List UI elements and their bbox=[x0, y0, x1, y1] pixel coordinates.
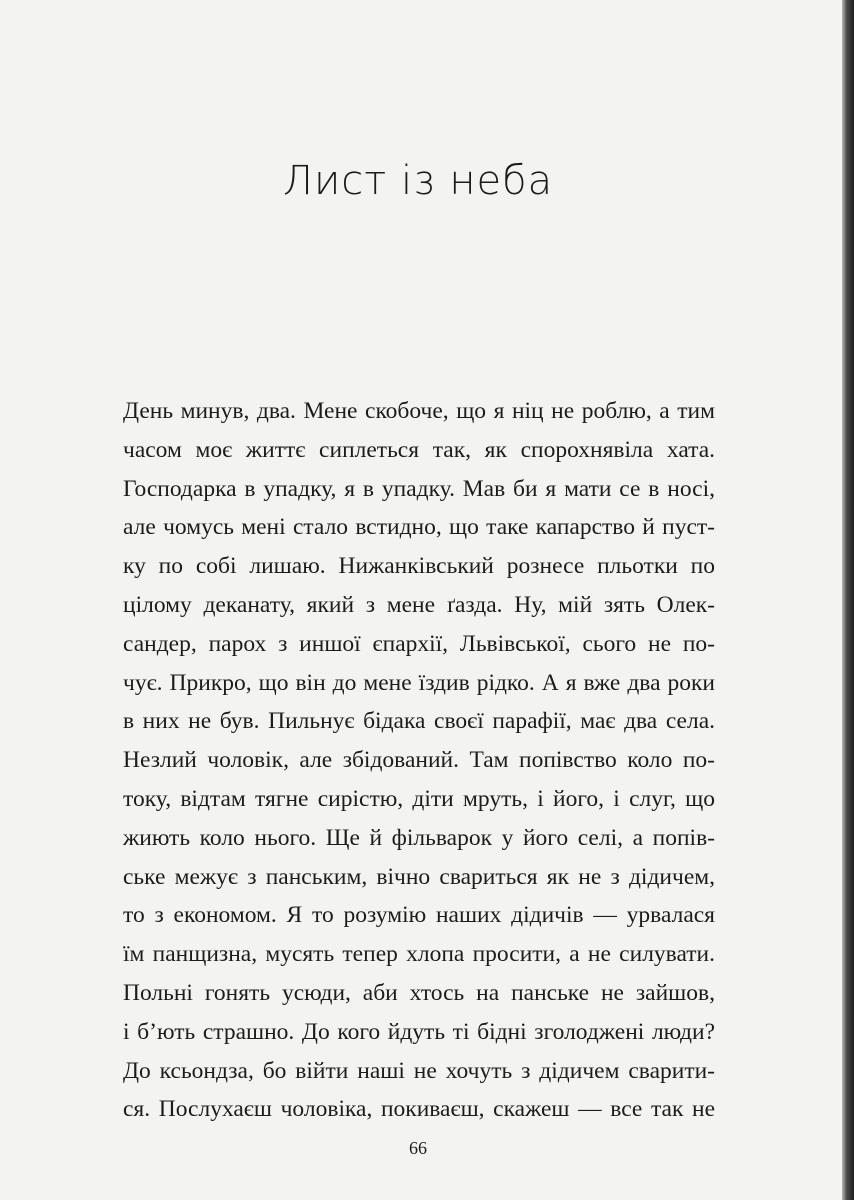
text-line: Незлий чоловік, але збідований. Там попівство коло по- bbox=[123, 747, 715, 774]
text-line: цілому деканату, який з мене ґазда. Ну, мій зять Олек- bbox=[123, 591, 715, 618]
text-line: жиють коло нього. Ще й фільварок у його селі, а попів- bbox=[123, 824, 715, 851]
text-line: сандер, парох з иншої єпархії, Львівської, сього не по- bbox=[123, 630, 715, 657]
text-line: але чомусь мені стало встидно, що таке капарство й пуст- bbox=[123, 514, 715, 541]
text-line: ку по собі лишаю. Нижанківський рознесе пльотки по bbox=[123, 553, 715, 580]
text-line: ся. Послухаєш чоловіка, покиваєш, скажеш — все так не bbox=[123, 1096, 715, 1123]
text-line: До ксьондза, бо війти наші не хочуть з дідичем сварити- bbox=[123, 1057, 715, 1084]
page-edge-shadow bbox=[842, 0, 854, 1200]
text-line: часом моє життє сиплеться так, як спорохнявіла хата. bbox=[123, 436, 715, 463]
text-line: ське межує з панським, вічно свариться як не з дідичем, bbox=[123, 863, 715, 890]
text-line: в них не був. Пильнує бідака своєї парафії, має два села. bbox=[123, 708, 715, 735]
text-line: і б’ють страшно. До кого йдуть ті бідні зголоджені люди? bbox=[123, 1018, 715, 1045]
chapter-title: Лист із неба bbox=[282, 158, 554, 204]
text-line: чує. Прикро, що він до мене їздив рідко. А я вже два роки bbox=[123, 669, 715, 696]
page-number: 66 bbox=[409, 1138, 427, 1158]
text-line: Господарка в упадку, я в упадку. Мав би я мати се в носі, bbox=[123, 475, 715, 502]
text-line: Польні гонять усюди, аби хтось на панське не зайшов, bbox=[123, 979, 715, 1006]
text-line: їм панщизна, мусять тепер хлопа просити, а не силувати. bbox=[123, 941, 715, 968]
text-line: День минув, два. Мене скобоче, що я ніц не роблю, а тим bbox=[123, 398, 715, 424]
text-line: току, відтам тягне сирістю, діти мруть, і його, і слуг, що bbox=[123, 785, 715, 812]
body-text bbox=[123, 392, 715, 1129]
text-line: то з економом. Я то розумію наших дідичів — урвалася bbox=[123, 902, 715, 929]
